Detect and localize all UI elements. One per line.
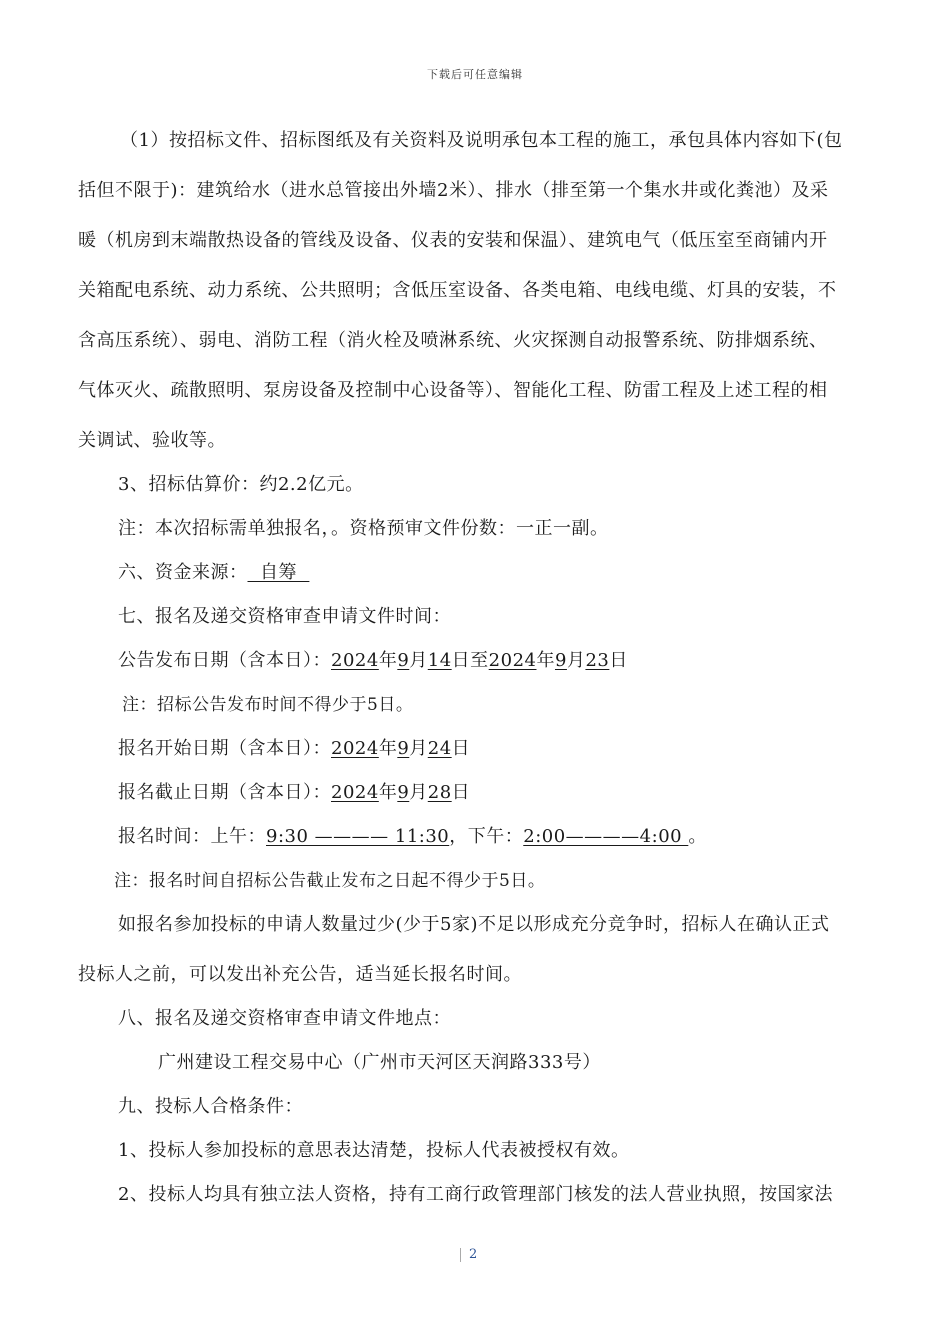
para1-line-2: 括但不限于)：建筑给水（进水总管接出外墙2米）、排水（排至第一个集水井或化粪池）及采	[78, 180, 829, 201]
para1-line-6: 气体灭火、疏散照明、泵房设备及控制中心设备等）、智能化工程、防雷工程及上述工程的相	[78, 380, 828, 401]
announce-text-3: 日至	[451, 650, 489, 671]
note-single-registration: 注：本次招标需单独报名，。资格预审文件份数：一正一副。	[118, 518, 609, 539]
location-line: 广州建设工程交易中心（广州市天河区天润路333号）	[158, 1052, 601, 1073]
reg-start-text-2: 月	[409, 738, 428, 759]
para1-line-4: 关箱配电系统、动力系统、公共照明；含低压室设备、各类电箱、电线电缆、灯具的安装，不	[78, 280, 837, 301]
announce-year-1: 2024	[331, 650, 379, 671]
funding-line	[118, 558, 309, 584]
reg-time-label: 报名时间：上午：	[118, 826, 266, 847]
reg-end-day: 28	[427, 782, 452, 803]
page-number: 2	[469, 1247, 478, 1262]
announce-text-6: 日	[609, 650, 628, 671]
reg-start-text-1: 年	[378, 738, 398, 759]
condition-2: 2、投标人均具有独立法人资格，持有工商行政管理部门核发的法人营业执照，按国家法	[118, 1184, 833, 1205]
page-footer	[460, 1247, 477, 1262]
reg-start-label: 报名开始日期（含本日）：	[118, 738, 331, 759]
funding-value: 自筹	[247, 562, 310, 583]
announce-text-5: 月	[566, 650, 586, 671]
reg-start-text-3: 日	[451, 738, 471, 759]
section-9-heading: 九、投标人合格条件：	[118, 1096, 303, 1117]
reg-end-text-2: 月	[409, 782, 428, 803]
funding-label: 六、资金来源：	[118, 562, 248, 583]
announce-month-2: 9	[554, 650, 567, 671]
reg-start-year: 2024	[331, 738, 379, 759]
reg-end-month: 9	[397, 782, 410, 803]
announce-year-2: 2024	[488, 650, 537, 671]
announce-day-1: 14	[427, 650, 452, 671]
reg-end-text-3: 日	[451, 782, 471, 803]
note-reg-period: 注：报名时间自招标公告截止发布之日起不得少于5日。	[114, 871, 546, 891]
para1-line-5: 含高压系统）、弱电、消防工程（消火栓及喷淋系统、火灾探测自动报警系统、防排烟系统、	[78, 330, 828, 351]
reg-end-text-1: 年	[378, 782, 398, 803]
condition-1: 1、投标人参加投标的意思表达清楚，投标人代表被授权有效。	[118, 1140, 630, 1161]
announce-day-2: 23	[585, 650, 610, 671]
announce-text-1: 年	[378, 650, 398, 671]
reg-start-day: 24	[427, 738, 452, 759]
reg-end-year: 2024	[331, 782, 379, 803]
reg-end-line	[118, 778, 470, 804]
section-7-heading: 七、报名及递交资格审查申请文件时间：	[118, 606, 451, 627]
announce-label: 公告发布日期（含本日）：	[118, 650, 331, 671]
reg-start-month: 9	[397, 738, 410, 759]
reg-time-pm: 2:00————4:00	[523, 826, 689, 847]
para-few-line-2: 投标人之前，可以发出补充公告，适当延长报名时间。	[78, 964, 522, 985]
reg-time-end: 。	[688, 826, 707, 847]
announce-text-2: 月	[409, 650, 428, 671]
page-header: 下载后可任意编辑	[427, 68, 523, 81]
para1-line-7: 关调试、验收等。	[78, 430, 226, 451]
note-announce-period: 注：招标公告发布时间不得少于5日。	[122, 695, 414, 715]
section-8-heading: 八、报名及递交资格审查申请文件地点：	[118, 1008, 451, 1029]
reg-start-line	[118, 734, 470, 760]
reg-end-label: 报名截止日期（含本日）：	[118, 782, 331, 803]
reg-time-am: 9:30 ———— 11:30	[266, 826, 450, 847]
reg-time-line	[118, 822, 707, 848]
para1-line-3: 暖（机房到末端散热设备的管线及设备、仪表的安装和保温）、建筑电气（低压室至商铺内开	[78, 230, 828, 251]
announce-date-line	[118, 646, 628, 672]
estimate-line: 3、招标估算价：约2.2亿元。	[118, 474, 364, 495]
reg-time-mid: ，下午：	[449, 826, 524, 847]
para1-line-1: （1）按招标文件、招标图纸及有关资料及说明承包本工程的施工，承包具体内容如下(包	[120, 130, 843, 151]
para-few-line-1: 如报名参加投标的申请人数量过少(少于5家)不足以形成充分竞争时，招标人在确认正式	[118, 914, 830, 935]
footer-divider	[460, 1248, 461, 1262]
announce-month-1: 9	[397, 650, 410, 671]
announce-text-4: 年	[536, 650, 555, 671]
